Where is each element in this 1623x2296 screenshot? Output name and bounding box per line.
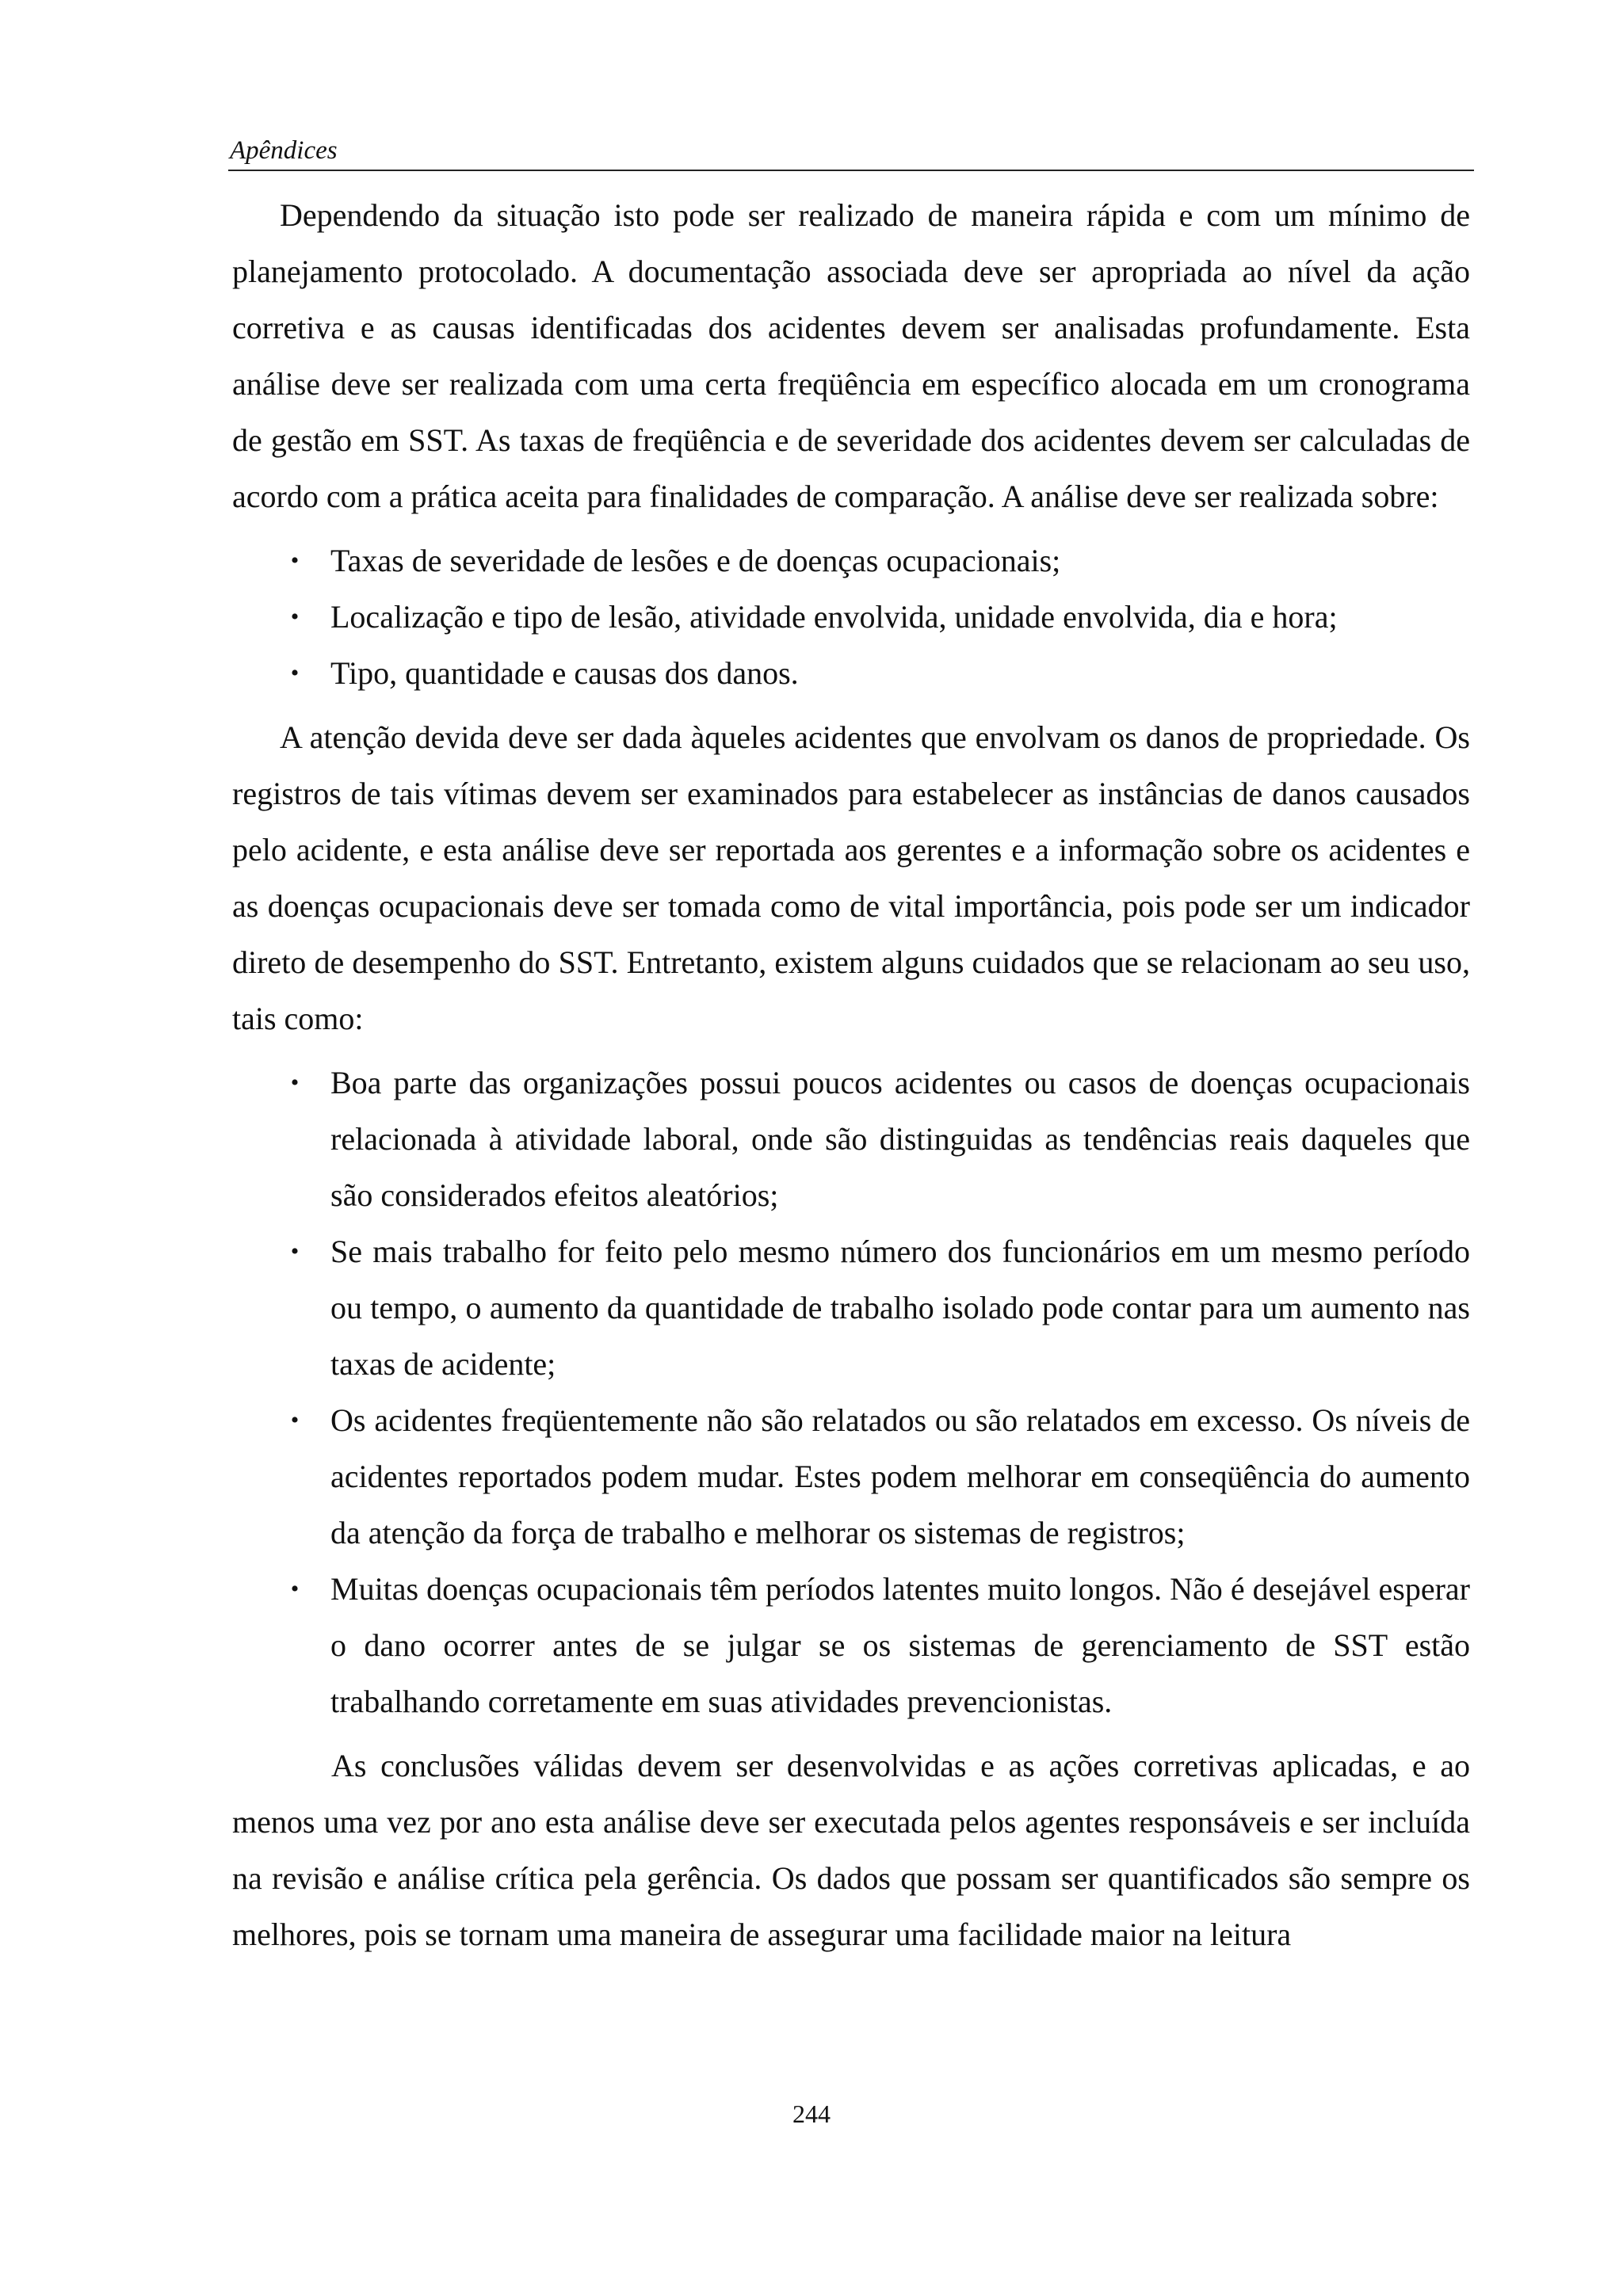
bullet-icon: • [290, 660, 300, 686]
list-item [232, 645, 1470, 701]
list-item [232, 1392, 1470, 1561]
paragraph-3: As conclusões válidas devem ser desenvolvidas e as ações corretivas aplicadas, e ao menos uma vez por ano esta análise deve ser executada pelos agentes responsáveis e ser incluída na revisão e análise crítica pela gerência. Os dados que possam ser quantificados são sempre os melhores, pois se tornam uma maneira de assegurar uma facilidade maior na leitura [232, 1748, 1470, 1952]
paragraph-2: A atenção devida deve ser dada àqueles acidentes que envolvam os danos de propriedade. Os registros de tais vítimas devem ser examinados para estabelecer as instâncias de danos causados pelo acidente, e esta análise deve ser reportada aos gerentes e a informação sobre os acidentes e as doenças ocupacionais deve ser tomada como de vital importância, pois pode ser um indicador direto de desempenho do SST. Entretanto, existem alguns cuidados que se relacionam ao seu uso, tais como: [232, 719, 1470, 1036]
list-item-text: Os acidentes freqüentemente não são relatados ou são relatados em excesso. Os níveis de acidentes reportados podem mudar. Estes podem melhorar em conseqüência do aumento da atenção da força de trabalho e melhorar os sistemas de registros; [330, 1402, 1470, 1550]
bullet-icon: • [290, 1070, 300, 1096]
body-text [232, 187, 1470, 1962]
bullet-icon: • [290, 1238, 300, 1264]
bullet-list-2 [232, 1055, 1470, 1730]
list-item-text: Muitas doenças ocupacionais têm períodos latentes muito longos. Não é desejável esperar o dano ocorrer antes de se julgar se os sistemas de gerenciamento de SST estão trabalhando corretamente em suas atividades prevencionistas. [330, 1571, 1470, 1719]
bullet-icon: • [290, 1576, 300, 1602]
running-header [228, 132, 1474, 171]
running-header-title: Apêndices [230, 136, 338, 165]
list-item [232, 589, 1470, 645]
list-item-text: Tipo, quantidade e causas dos danos. [330, 655, 799, 691]
list-item-text: Localização e tipo de lesão, atividade envolvida, unidade envolvida, dia e hora; [330, 599, 1338, 635]
paragraph-1: Dependendo da situação isto pode ser realizado de maneira rápida e com um mínimo de planejamento protocolado. A documentação associada deve ser apropriada ao nível da ação corretiva e as causas identificadas dos acidentes devem ser analisadas profundamente. Esta análise deve ser realizada com uma certa freqüência em específico alocada em um cronograma de gestão em SST. As taxas de freqüência e de severidade dos acidentes devem ser calculadas de acordo com a prática aceita para finalidades de comparação. A análise deve ser realizada sobre: [232, 197, 1470, 514]
list-item-text: Taxas de severidade de lesões e de doenças ocupacionais; [330, 543, 1061, 578]
bullet-icon: • [290, 547, 300, 574]
bullet-list-1 [232, 532, 1470, 701]
list-item-text: Boa parte das organizações possui poucos acidentes ou casos de doenças ocupacionais relacionada à atividade laboral, onde são distinguidas as tendências reais daqueles que são considerados efeitos aleatórios; [330, 1065, 1470, 1213]
page-number: 244 [792, 2100, 831, 2128]
bullet-icon: • [290, 1407, 300, 1433]
bullet-icon: • [290, 604, 300, 630]
list-item [232, 1223, 1470, 1392]
list-item [232, 532, 1470, 589]
list-item [232, 1561, 1470, 1730]
list-item [232, 1055, 1470, 1223]
list-item-text: Se mais trabalho for feito pelo mesmo número dos funcionários em um mesmo período ou tempo, o aumento da quantidade de trabalho isolado pode contar para um aumento nas taxas de acidente; [330, 1234, 1470, 1382]
